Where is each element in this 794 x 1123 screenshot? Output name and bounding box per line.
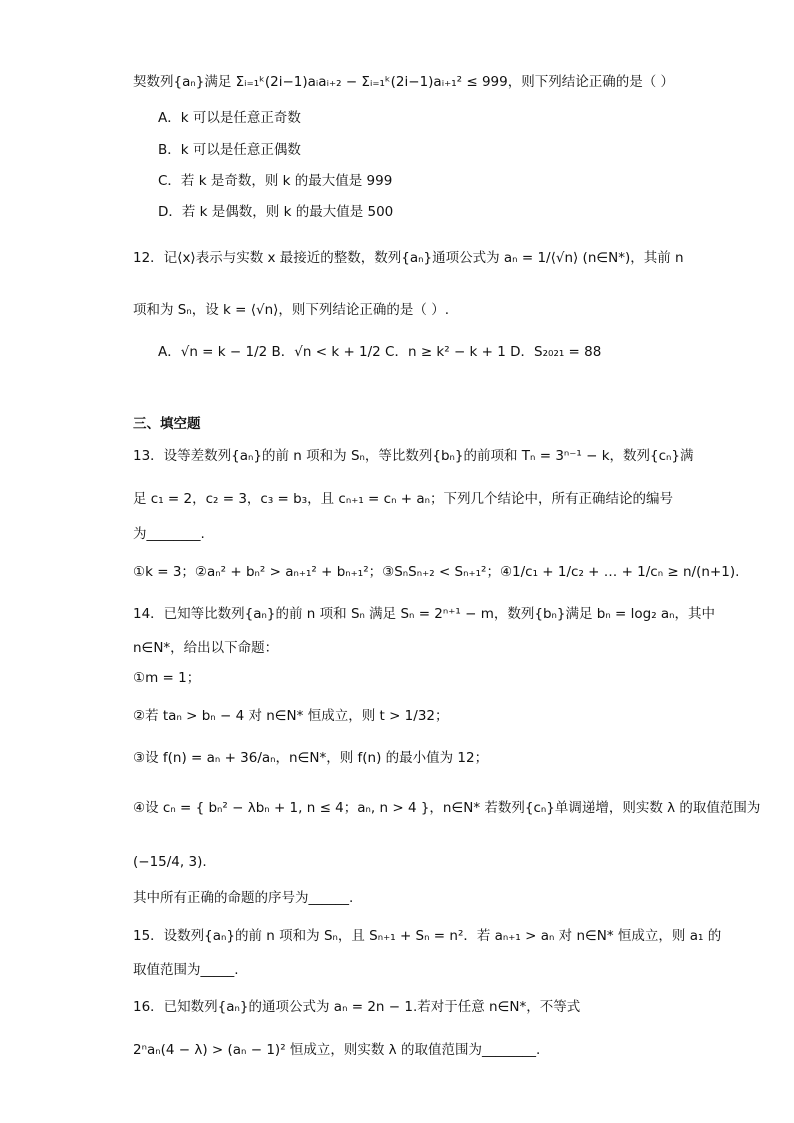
q16-stem-line2: 2ⁿaₙ(4 − λ) > (aₙ − 1)² 恒成立，则实数 λ 的取值范围为________.	[133, 1042, 541, 1058]
q14-ask: 其中所有正确的命题的序号为______.	[133, 890, 354, 906]
q15-stem-line2: 取值范围为_____.	[133, 962, 239, 978]
q16-stem-line1: 16．已知数列{aₙ}的通项公式为 aₙ = 2n − 1.若对于任意 n∈N*，不等式	[133, 999, 581, 1015]
q12-options: A．√n = k − 1/2 B．√n < k + 1/2 C．n ≥ k² − k + 1 D．S₂₀₂₁ = 88	[158, 344, 602, 360]
section-heading: 三、填空题	[133, 416, 201, 432]
q11-option-b: B．k 可以是任意正偶数	[158, 142, 301, 158]
q14-proposition-2: ②若 taₙ > bₙ − 4 对 n∈N* 恒成立，则 t > 1/32；	[133, 708, 449, 724]
q14-proposition-4: ④设 cₙ = { bₙ² − λbₙ + 1, n ≤ 4；aₙ, n > 4 }，n∈N* 若数列{cₙ}单调递增，则实数 λ 的取值范围为	[133, 800, 761, 816]
q12-stem-line1: 12．记⟨x⟩表示与实数 x 最接近的整数，数列{aₙ}通项公式为 aₙ = 1/⟨√n⟩ (n∈N*)，其前 n	[133, 250, 684, 266]
q14-proposition-4-range: (−15/4, 3).	[133, 854, 207, 870]
q12-stem-line2: 项和为 Sₙ，设 k = ⟨√n⟩，则下列结论正确的是（ ）.	[133, 302, 450, 318]
q13-stem-line1: 13．设等差数列{aₙ}的前 n 项和为 Sₙ，等比数列{bₙ}的前项和 Tₙ = 3ⁿ⁻¹ − k，数列{cₙ}满	[133, 448, 694, 464]
q11-option-d: D．若 k 是偶数，则 k 的最大值是 500	[158, 204, 394, 220]
q11-stem-tail: 契数列{aₙ}满足 Σᵢ₌₁ᵏ(2i−1)aᵢaᵢ₊₂ − Σᵢ₌₁ᵏ(2i−1)aᵢ₊₁² ≤ 999，则下列结论正确的是（ ）	[133, 74, 675, 90]
q13-items: ①k = 3；②aₙ² + bₙ² > aₙ₊₁² + bₙ₊₁²；③SₙSₙ₊₂ < Sₙ₊₁²；④1/c₁ + 1/c₂ + … + 1/cₙ ≥ n/(n+1).	[133, 564, 740, 580]
q13-stem-line2: 足 c₁ = 2，c₂ = 3，c₃ = b₃，且 cₙ₊₁ = cₙ + aₙ；下列几个结论中，所有正确结论的编号	[133, 491, 674, 507]
q11-option-c: C．若 k 是奇数，则 k 的最大值是 999	[158, 173, 393, 189]
q14-proposition-3: ③设 f(n) = aₙ + 36/aₙ，n∈N*，则 f(n) 的最小值为 12；	[133, 750, 489, 766]
q14-proposition-1: ①m = 1；	[133, 670, 201, 686]
q13-stem-line3: 为________.	[133, 526, 205, 542]
q14-stem-line1: 14．已知等比数列{aₙ}的前 n 项和 Sₙ 满足 Sₙ = 2ⁿ⁺¹ − m，数列{bₙ}满足 bₙ = log₂ aₙ，其中	[133, 606, 716, 622]
q11-option-a: A．k 可以是任意正奇数	[158, 110, 301, 126]
q14-stem-line2: n∈N*，给出以下命题：	[133, 640, 279, 656]
q15-stem-line1: 15．设数列{aₙ}的前 n 项和为 Sₙ，且 Sₙ₊₁ + Sₙ = n²．若 aₙ₊₁ > aₙ 对 n∈N* 恒成立，则 a₁ 的	[133, 928, 722, 944]
